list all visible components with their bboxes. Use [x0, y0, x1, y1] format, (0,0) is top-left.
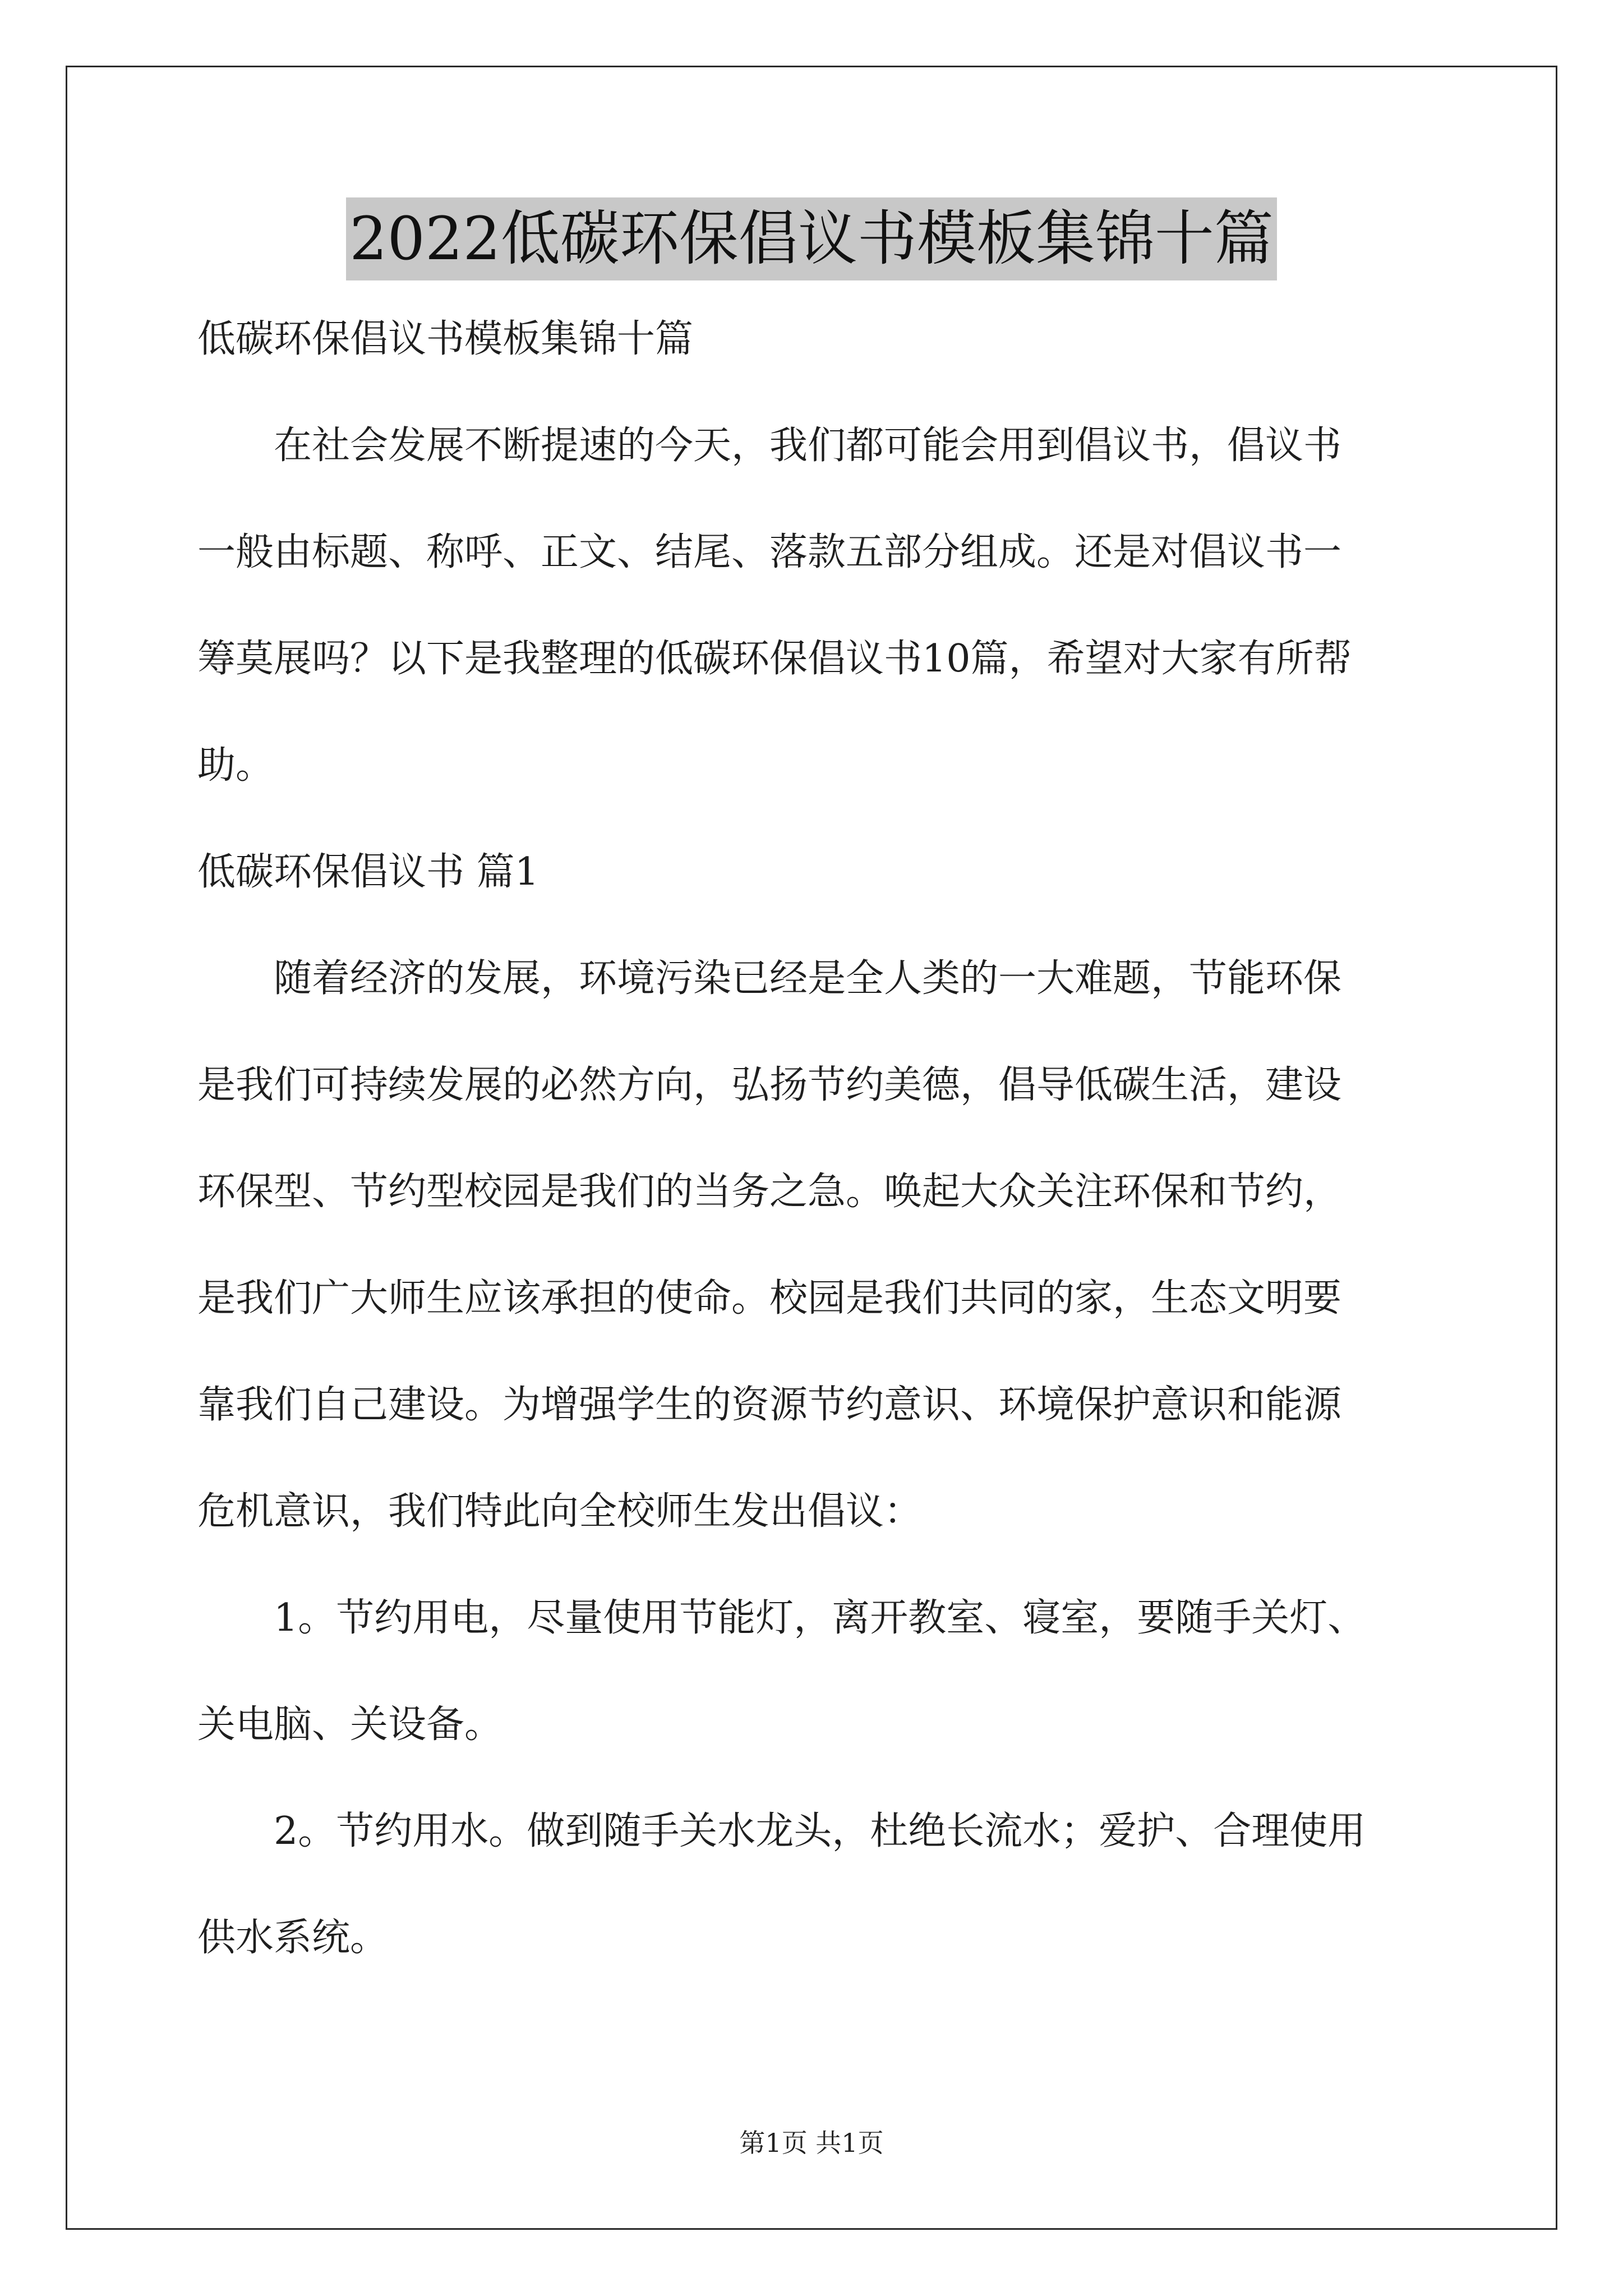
paragraph-line: 筹莫展吗？以下是我整理的低碳环保倡议书10篇，希望对大家有所帮 — [197, 637, 1352, 681]
paragraph-line: 危机意识，我们特此向全校师生发出倡议： — [197, 1489, 923, 1534]
subtitle-line: 低碳环保倡议书模板集锦十篇 — [197, 317, 694, 361]
section-heading: 低碳环保倡议书 篇1 — [197, 850, 539, 894]
title-container — [0, 197, 1623, 280]
list-item-2-continued: 供水系统。 — [197, 1916, 389, 1960]
document-title: 2022低碳环保倡议书模板集锦十篇 — [346, 197, 1277, 280]
paragraph-line: 靠我们自己建设。为增强学生的资源节约意识、环境保护意识和能源 — [197, 1383, 1342, 1427]
paragraph-line: 是我们可持续发展的必然方向，弘扬节约美德，倡导低碳生活，建设 — [197, 1063, 1342, 1107]
paragraph-line: 随着经济的发展，环境污染已经是全人类的一大难题，节能环保 — [274, 956, 1342, 1001]
paragraph-line: 环保型、节约型校园是我们的当务之急。唤起大众关注环保和节约， — [197, 1170, 1342, 1214]
paragraph-line: 在社会发展不断提速的今天，我们都可能会用到倡议书，倡议书 — [274, 424, 1342, 468]
page-footer: 第1页 共1页 — [739, 2128, 884, 2158]
paragraph-line: 一般由标题、称呼、正文、结尾、落款五部分组成。还是对倡议书一 — [197, 530, 1342, 574]
page-border — [66, 66, 1557, 2230]
paragraph-line: 是我们广大师生应该承担的使命。校园是我们共同的家，生态文明要 — [197, 1276, 1342, 1320]
list-item-1-continued: 关电脑、关设备。 — [197, 1703, 503, 1747]
paragraph-line: 助。 — [197, 743, 274, 788]
list-item-1: 1。节约用电，尽量使用节能灯，离开教室、寝室，要随手关灯、 — [274, 1596, 1366, 1640]
list-item-2: 2。节约用水。做到随手关水龙头，杜绝长流水；爱护、合理使用 — [274, 1809, 1366, 1853]
